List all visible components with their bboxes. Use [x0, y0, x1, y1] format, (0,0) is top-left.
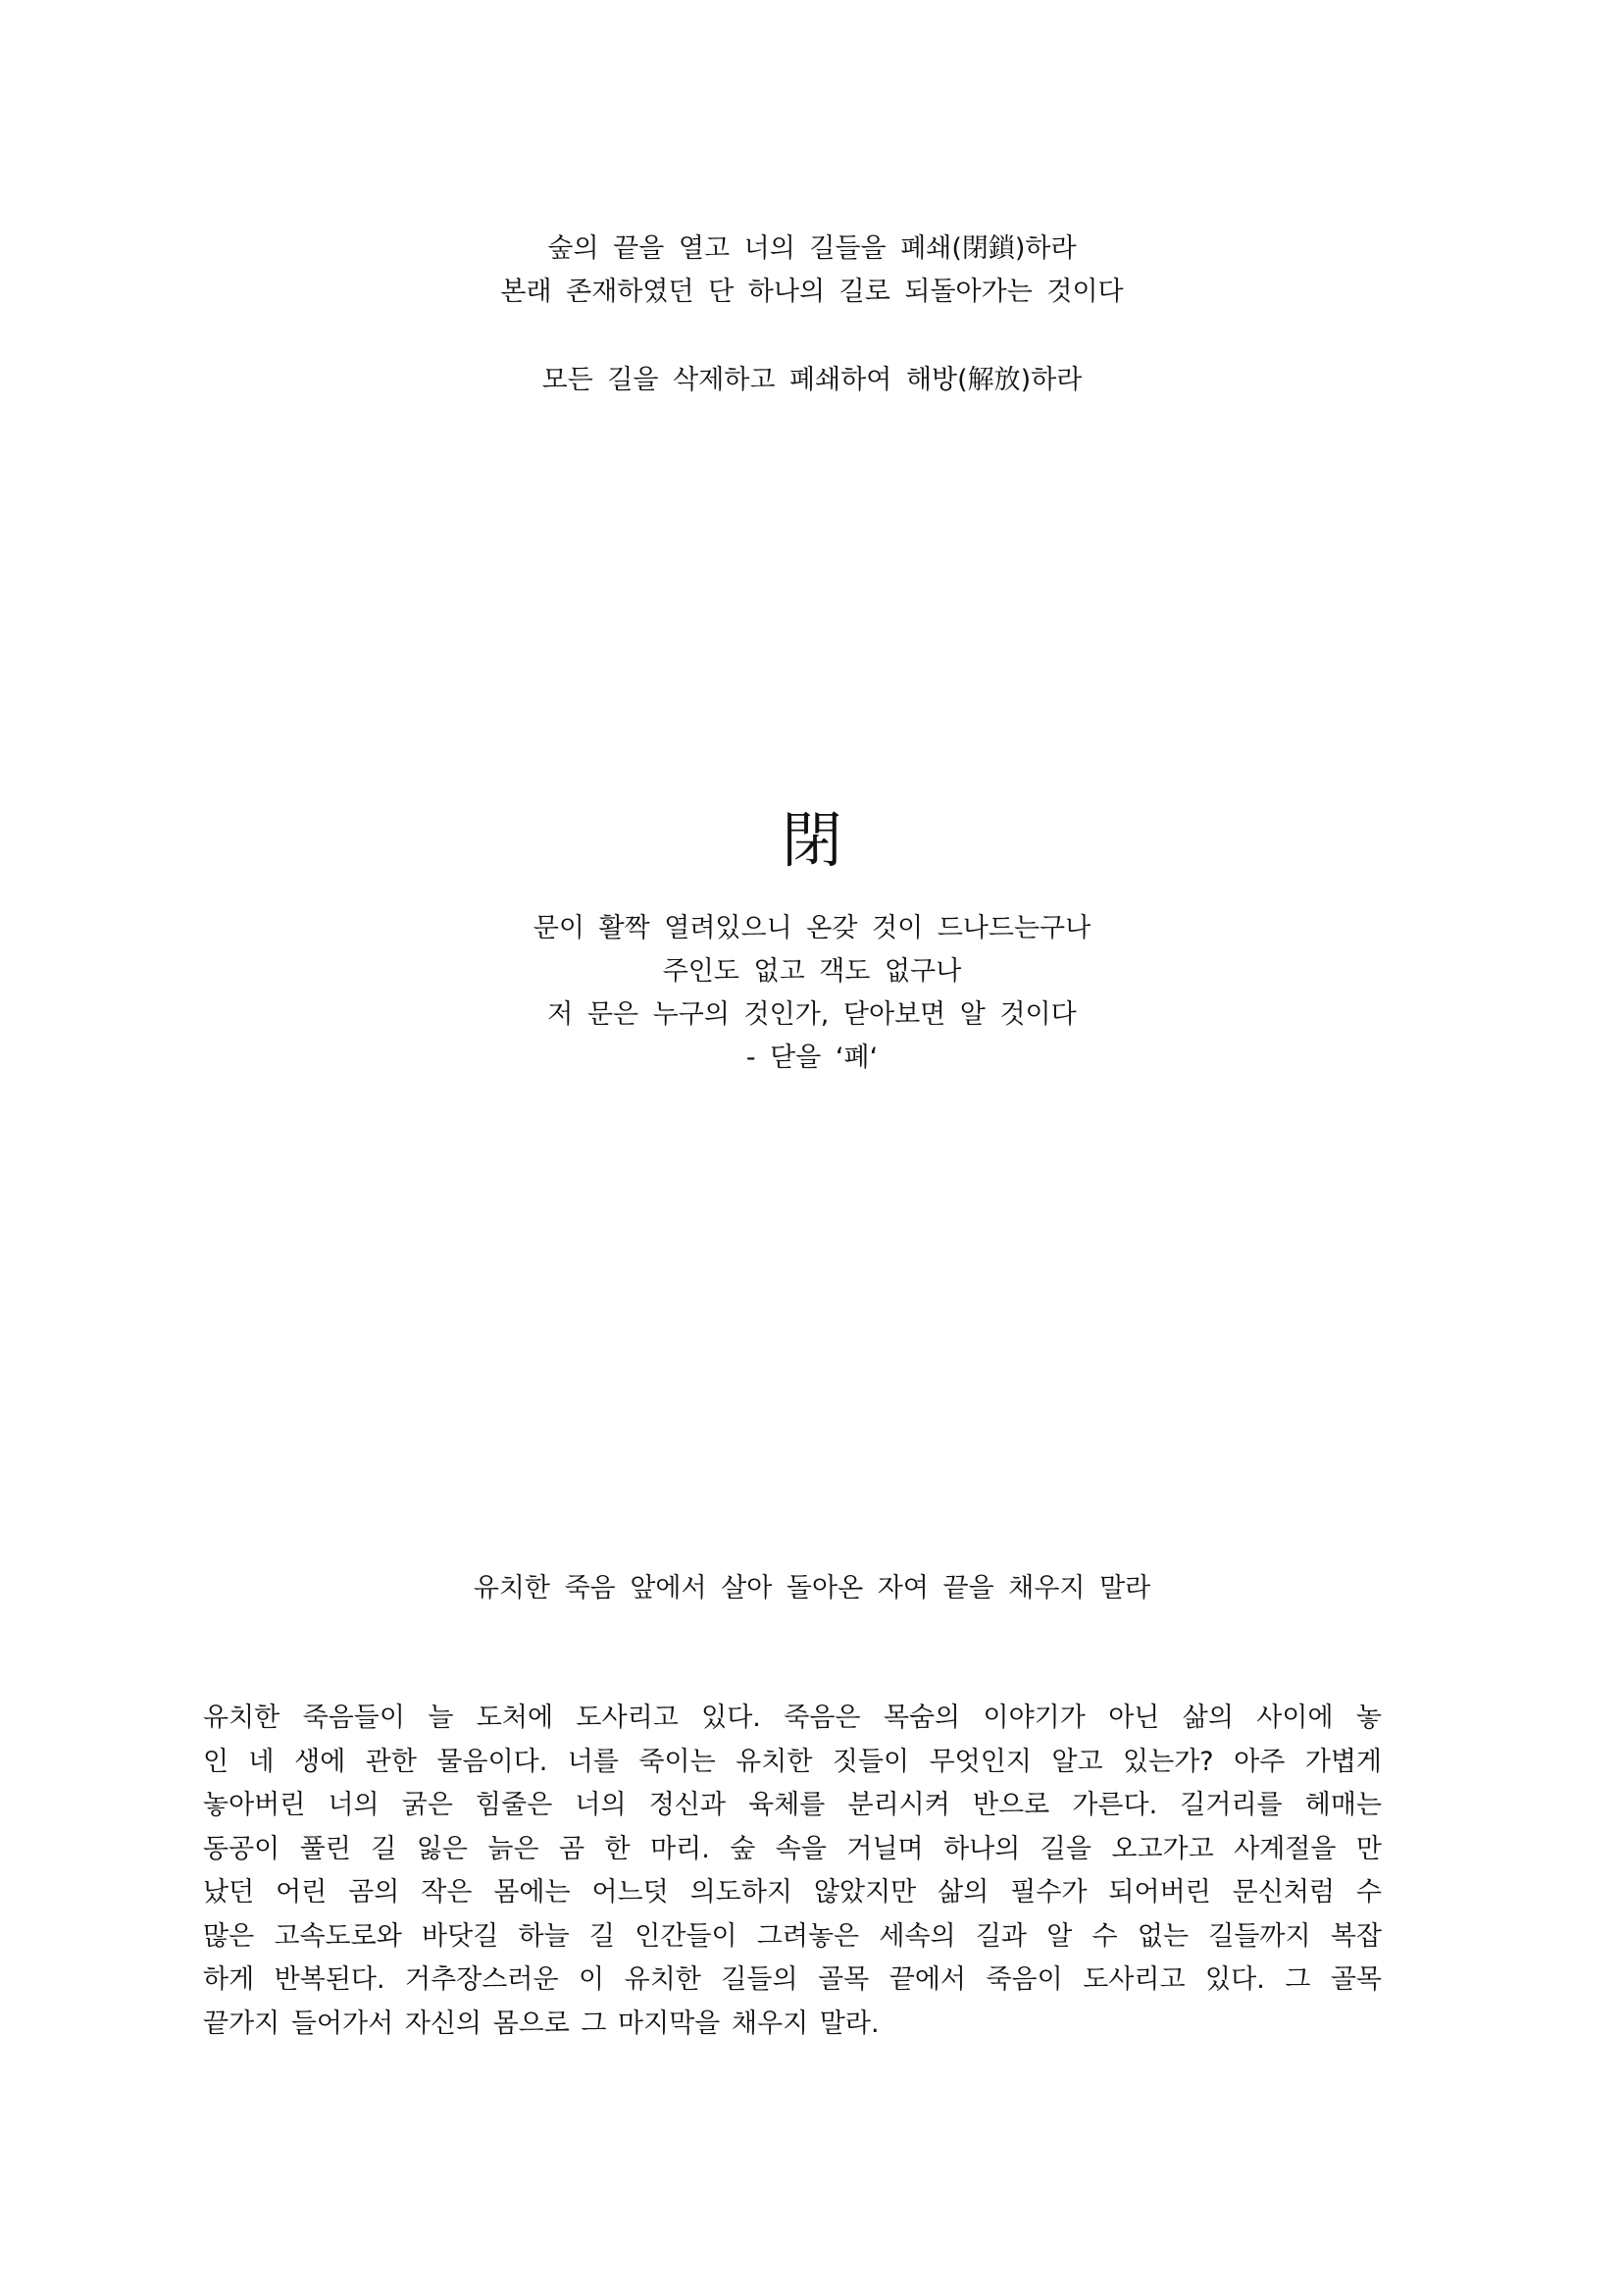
prose-line: 놓아버린 너의 굵은 힘줄은 너의 정신과 육체를 분리시켜 반으로 가른다. 길거리를 헤매는 — [203, 1790, 1382, 1820]
section-heading-text: 유치한 죽음 앞에서 살아 돌아온 자여 끝을 채우지 말라 — [473, 1573, 1151, 1603]
prose-paragraph — [203, 1697, 1382, 2046]
intro-line-1: 숲의 끝을 열고 너의 길들을 폐쇄(閉鎖)하라 — [547, 233, 1077, 264]
prose-line: 인 네 생에 관한 물음이다. 너를 죽이는 유치한 짓들이 무엇인지 알고 있는가? 아주 가볍게 — [203, 1746, 1382, 1777]
poem-line-3: 저 문은 누구의 것인가, 닫아보면 알 것이다 — [547, 999, 1077, 1030]
intro-command-line: 모든 길을 삭제하고 폐쇄하여 해방(解放)하라 — [541, 365, 1083, 395]
hanja-character: 閉 — [781, 804, 842, 876]
prose-line: 많은 고속도로와 바닷길 하늘 길 인간들이 그려놓은 세속의 길과 알 수 없는 길들까지 복잡 — [203, 1920, 1382, 1952]
poem-line-1: 문이 활짝 열려있으니 온갖 것이 드나드는구나 — [533, 913, 1091, 943]
poem-attribution: - 닫을 ‘폐‘ — [745, 1043, 879, 1073]
prose-line: 유치한 죽음들이 늘 도처에 도사리고 있다. 죽음은 목숨의 이야기가 아닌 삶의 사이에 놓 — [203, 1703, 1382, 1733]
intro-line-2: 본래 존재하였던 단 하나의 길로 되돌아가는 것이다 — [500, 277, 1124, 307]
section-heading — [0, 1567, 1624, 1610]
prose-line: 동공이 풀린 길 잃은 늙은 곰 한 마리. 숲 속을 거닐며 하나의 길을 오고가고 사계절을 만 — [203, 1833, 1382, 1864]
prose-line: 났던 어린 곰의 작은 몸에는 어느덧 의도하지 않았지만 삶의 필수가 되어버린 문신처럼 수 — [203, 1877, 1382, 1908]
prose-line: 하게 반복된다. 거추장스러운 이 유치한 길들의 골목 끝에서 죽음이 도사리고 있다. 그 골목 — [203, 1964, 1382, 1995]
intro-verse — [0, 228, 1624, 314]
prose-line: 끝가지 들어가서 자신의 몸으로 그 마지막을 채우지 말라. — [203, 2008, 880, 2039]
poem-verse — [0, 907, 1624, 1080]
poem-line-2: 주인도 없고 객도 없구나 — [662, 956, 962, 987]
intro-command — [0, 359, 1624, 402]
